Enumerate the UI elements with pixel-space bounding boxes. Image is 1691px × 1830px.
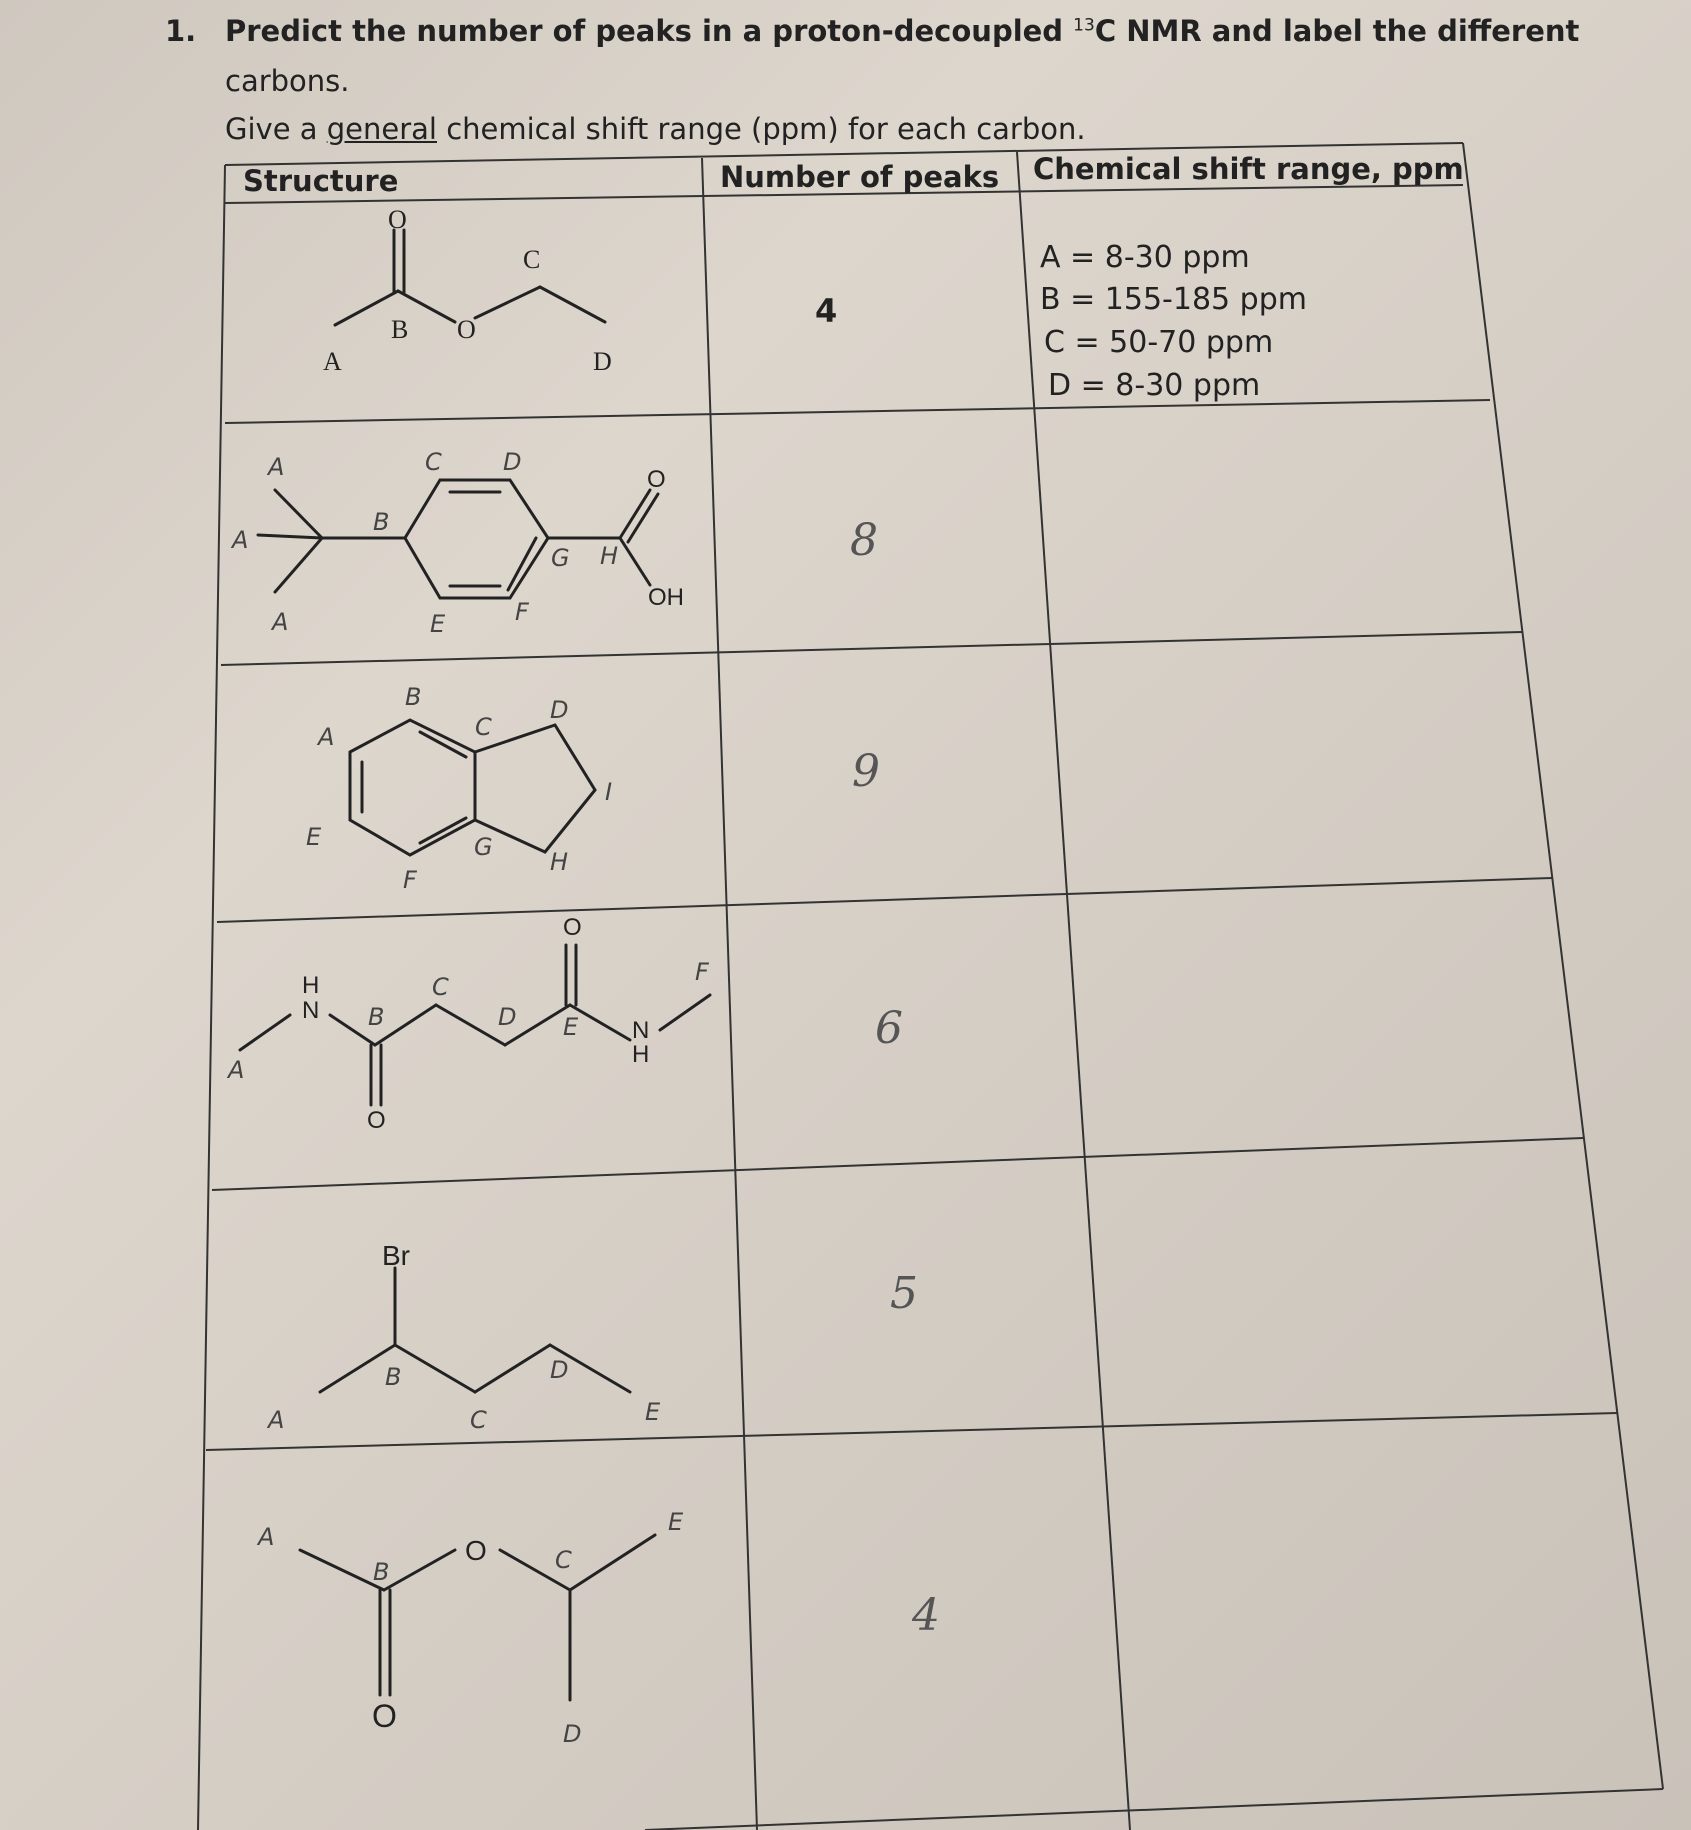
r3-label-f: F (403, 866, 417, 894)
r5-label-d: D (550, 1356, 569, 1384)
r2-label-d: D (503, 448, 522, 476)
r6-label-d: D (563, 1720, 582, 1748)
row5-peaks: 5 (890, 1268, 918, 1319)
r4-label-d: D (498, 1003, 517, 1031)
r2-label-c: C (425, 448, 442, 476)
r2-label-oh: OH (648, 584, 684, 611)
r5-label-e: E (645, 1398, 661, 1426)
row1-shift-c: C = 50-70 ppm (1044, 325, 1274, 360)
r4-nh1-n: N (302, 997, 320, 1024)
row3-peaks: 9 (852, 746, 880, 797)
r1-label-b: B (391, 315, 409, 344)
r4-label-f: F (695, 958, 709, 986)
r5-label-c: C (470, 1406, 487, 1434)
r3-label-g: G (474, 833, 493, 861)
r6-label-o1: O (465, 1535, 487, 1566)
row1-peaks: 4 (815, 292, 838, 330)
r5-label-a: A (268, 1406, 285, 1434)
r6-label-e: E (668, 1508, 684, 1536)
structure-ethyl-acetate (335, 230, 605, 325)
question-text-3b: chemical shift range (ppm) for each carbon. (436, 112, 1086, 146)
r6-label-b: B (373, 1558, 390, 1586)
r2-label-b: B (373, 508, 390, 536)
structure-bromopentane (320, 1268, 630, 1392)
isotope-superscript: 13 (1073, 15, 1095, 36)
r4-nh2-h: H (632, 1041, 650, 1068)
r2-label-a2: A (232, 526, 249, 554)
r1-label-o: O (388, 205, 407, 234)
r2-label-f: F (515, 598, 529, 626)
r2-label-h: H (600, 542, 619, 570)
header-shift: Chemical shift range, ppm (1033, 152, 1464, 186)
r6-label-a: A (258, 1523, 275, 1551)
r5-label-br: Br (382, 1240, 410, 1271)
r2-label-a1: A (268, 453, 285, 481)
r4-label-e: E (563, 1013, 579, 1041)
r4-nh1-h: H (302, 972, 320, 999)
r6-label-c: C (555, 1546, 572, 1574)
r2-label-o: O (647, 466, 666, 493)
row1-shift-d: D = 8-30 ppm (1048, 368, 1261, 403)
r3-label-c: C (475, 713, 492, 741)
row1-shift-a: A = 8-30 ppm (1040, 240, 1250, 275)
question-number: 1. (165, 14, 197, 48)
row1-shift-b: B = 155-185 ppm (1040, 282, 1307, 317)
question-text-3a: Give a (225, 112, 327, 146)
r2-label-a3: A (272, 608, 289, 636)
r1-label-a: A (323, 347, 342, 376)
question-text-1a: Predict the number of peaks in a proton-decoupled (225, 14, 1074, 48)
r3-label-d: D (550, 696, 569, 724)
r4-nh2-n: N (632, 1017, 650, 1044)
r3-label-e: E (306, 823, 322, 851)
r1-label-c: C (523, 245, 541, 274)
structure-indane (350, 720, 595, 855)
underlined-word: general (326, 112, 437, 146)
r3-label-b: B (405, 683, 422, 711)
r5-label-b: B (385, 1363, 402, 1391)
header-structure: Structure (243, 164, 399, 198)
row2-peaks: 8 (850, 515, 878, 566)
structure-isopropylbenzoic-acid (258, 480, 658, 598)
r3-label-h: H (550, 848, 569, 876)
r3-label-a: A (318, 723, 335, 751)
r3-label-i: I (605, 778, 613, 806)
r4-label-c: C (432, 973, 449, 1001)
row6-peaks: 4 (912, 1590, 940, 1641)
r4-label-b: B (368, 1003, 385, 1031)
r4-label-o1: O (563, 914, 582, 941)
r2-label-e: E (430, 610, 446, 638)
r2-label-g: G (551, 544, 570, 572)
r4-label-a: A (228, 1056, 245, 1084)
r6-label-o2: O (372, 1698, 397, 1734)
r1-label-d: D (593, 347, 612, 376)
header-peaks: Number of peaks (720, 160, 1000, 194)
question-line-2: carbons. (225, 64, 350, 98)
row4-peaks: 6 (875, 1003, 903, 1054)
r4-label-o2: O (367, 1107, 386, 1134)
question-text-1b: C NMR and label the different (1094, 14, 1580, 48)
r1-label-o2: O (457, 315, 476, 344)
